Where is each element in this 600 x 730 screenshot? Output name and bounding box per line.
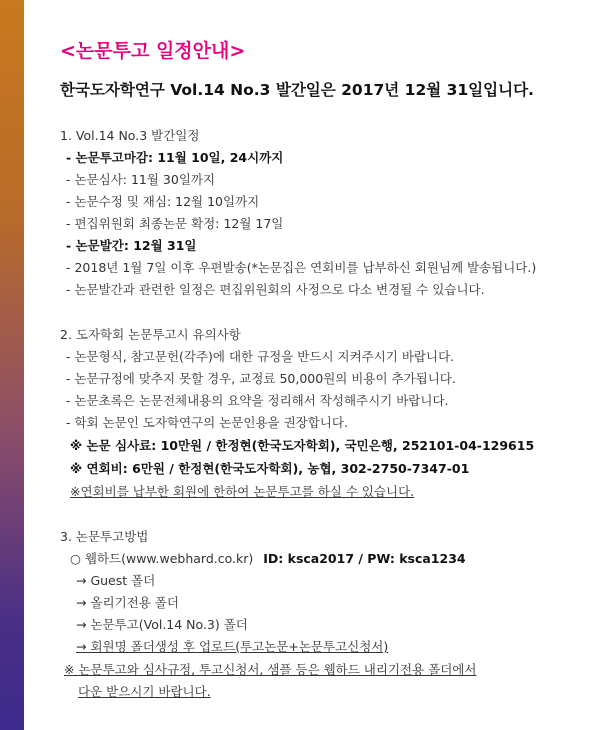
section1-heading: 1. Vol.14 No.3 발간일정 (60, 128, 200, 143)
section2-heading: 2. 도자학회 논문투고시 유의사항 (60, 327, 241, 342)
step-issue-folder: → 논문투고(Vol.14 No.3) 폴더 (76, 617, 248, 632)
publication-date-headline: 한국도자학연구 Vol.14 No.3 발간일은 2017년 12월 31일입니다. (60, 81, 534, 99)
schedule-item-publication: - 논문발간: 12월 31일 (66, 238, 197, 253)
section3-heading: 3. 논문투고방법 (60, 529, 149, 544)
guideline-item-format: - 논문형식, 참고문헌(각주)에 대한 규정을 반드시 지켜주시기 바랍니다. (66, 349, 455, 364)
step-member-folder-text: → 회원명 폴더생성 후 업로드(투고논문+논문투고신청서) (76, 639, 389, 654)
schedule-item-review: - 논문심사: 11월 30일까지 (66, 172, 216, 187)
webhard-login: ID: ksca2017 / PW: ksca1234 (263, 551, 466, 566)
download-note-line2: 다운 받으시기 바랍니다. (78, 684, 211, 699)
step-upload-folder: → 올리기전용 폴더 (76, 595, 179, 610)
webhard-site: ○ 웹하드(www.webhard.co.kr) (70, 551, 254, 566)
schedule-item-deadline: - 논문투고마감: 11월 10일, 24시까지 (66, 150, 284, 165)
membership-requirement-note: ※연회비를 납부한 회원에 한하여 논문투고를 하실 수 있습니다. (70, 484, 415, 499)
download-note-line1: ※ 논문투고와 심사규정, 투고신청서, 샘플 등은 웹하드 내리기전용 폴더에서 (64, 662, 477, 677)
guideline-item-citation: - 학회 논문인 도자학연구의 논문인용을 권장합니다. (66, 415, 348, 430)
step-member-folder (76, 637, 388, 655)
guideline-item-abstract: - 논문초록은 논문전체내용의 요약을 정리해서 작성해주시기 바랍니다. (66, 393, 449, 408)
step-guest-folder: → Guest 폴더 (76, 573, 156, 588)
webhard-instruction (70, 549, 466, 567)
review-fee-note: ※ 논문 심사료: 10만원 / 한정현(한국도자학회), 국민은행, 252101-04-129615 (70, 438, 535, 453)
decorative-sidebar-bar (0, 0, 24, 730)
schedule-item-mailing: - 2018년 1월 7일 이후 우편발송(*논문집은 연회비를 납부하신 회원님께 발송됩니다.) (66, 260, 537, 275)
guideline-item-fee: - 논문규정에 맞추지 못할 경우, 교정료 50,000원의 비용이 추가됩니다. (66, 371, 456, 386)
schedule-item-change-notice: - 논문발간과 관련한 일정은 편집위원회의 사정으로 다소 변경될 수 있습니다. (66, 282, 485, 297)
annual-fee-note: ※ 연회비: 6만원 / 한정현(한국도자학회), 농협, 302-2750-7347-01 (70, 461, 470, 476)
schedule-item-revision: - 논문수정 및 재심: 12월 10일까지 (66, 194, 260, 209)
page-title: <논문투고 일정안내> (60, 40, 246, 62)
schedule-item-final: - 편집위원회 최종논문 확정: 12월 17일 (66, 216, 284, 231)
